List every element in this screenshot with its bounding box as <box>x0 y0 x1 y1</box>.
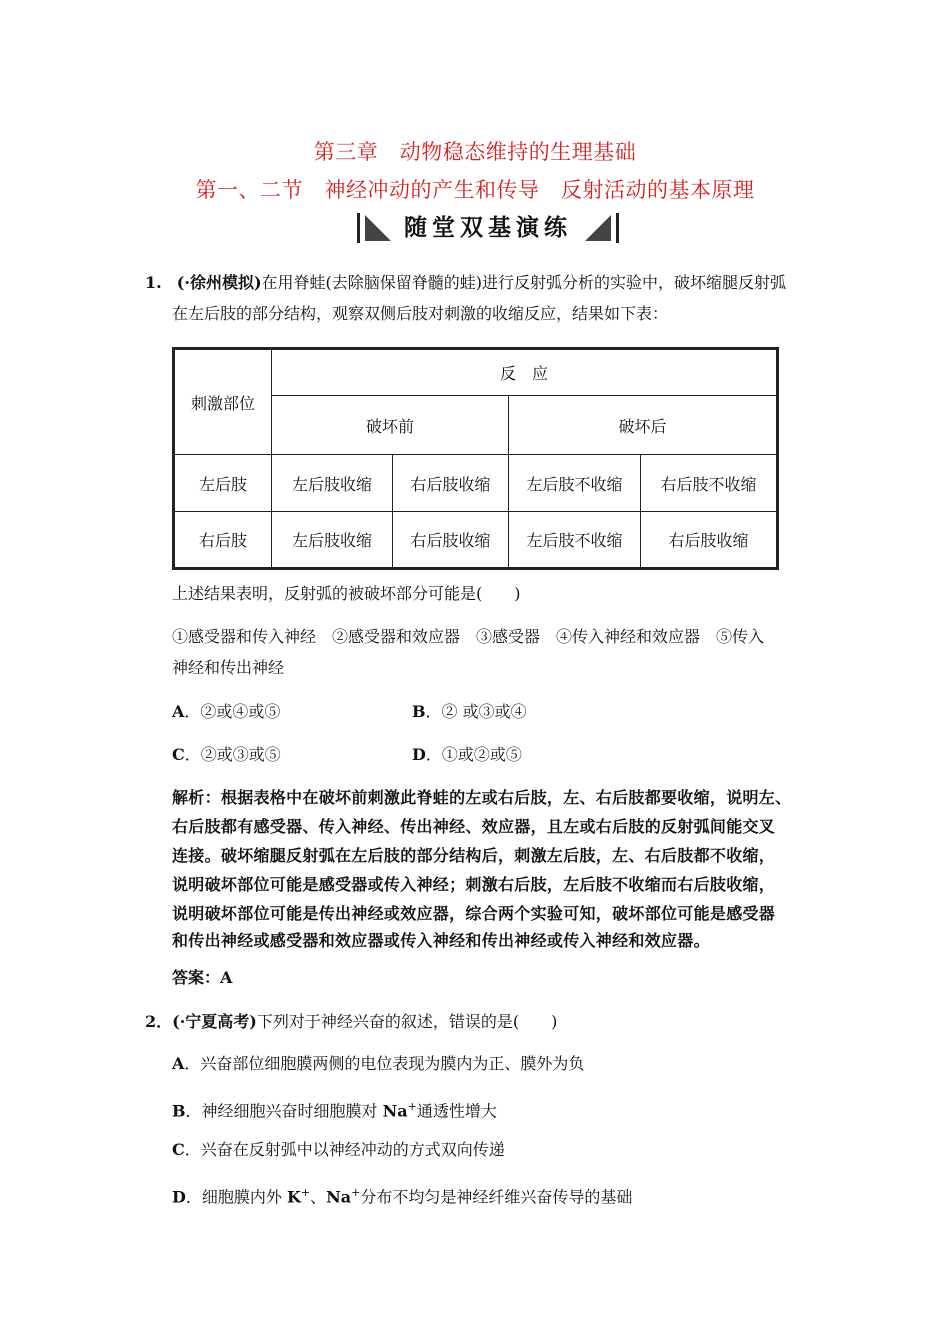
banner-text: 随堂双基演练 <box>404 215 572 241</box>
table-header-reaction: 反 应 <box>272 349 778 396</box>
question-1-number: 1. <box>145 273 162 292</box>
table-row <box>174 455 778 512</box>
table-cell: 左后肢 <box>174 455 272 512</box>
banner-left-bar <box>357 213 360 243</box>
question-2-number: 2． <box>145 1012 173 1031</box>
q2-option-c: C．兴奋在反射弧中以神经冲动的方式双向传递 <box>172 1140 505 1159</box>
table-cell: 左后肢不收缩 <box>509 455 641 512</box>
question-1-stem <box>145 273 786 293</box>
question-1-stem-line1: 在用脊蛙(去除脑保留脊髓的蛙)进行反射弧分析的实验中，破坏缩腿反射弧 <box>261 273 787 292</box>
table-header-after: 破坏后 <box>509 396 778 455</box>
practice-banner <box>357 213 619 243</box>
banner-left-triangle-icon <box>365 215 391 241</box>
banner-right-triangle-icon <box>585 215 611 241</box>
chapter-title: 第三章 动物稳态维持的生理基础 <box>313 140 637 164</box>
option-d: D．①或②或⑤ <box>412 745 522 764</box>
question-1-source: (·徐州模拟) <box>176 273 262 292</box>
table-cell: 左后肢收缩 <box>272 512 393 569</box>
table-cell: 右后肢收缩 <box>393 455 509 512</box>
table-header-stimulus: 刺激部位 <box>174 349 272 455</box>
option-a: A．②或④或⑤ <box>172 702 281 721</box>
q2-option-b: B．神经细胞兴奋时细胞膜对 Na+通透性增大 <box>172 1100 497 1121</box>
explanation-line: 解析：根据表格中在破坏前刺激此脊蛙的左或右后肢，左、右后肢都要收缩，说明左、 <box>172 788 792 807</box>
table-cell: 左后肢收缩 <box>272 455 393 512</box>
table-cell: 左后肢不收缩 <box>509 512 641 569</box>
question-2-source: (·宁夏高考) <box>172 1012 257 1031</box>
banner-right-bar <box>616 213 619 243</box>
explanation-line: 右后肢都有感受器、传入神经、传出神经、效应器，且左或右后肢的反射弧间能交叉 <box>172 817 776 836</box>
question-2-stem-text: 下列对于神经兴奋的叙述，错误的是( ) <box>256 1012 558 1031</box>
section-title: 第一、二节 神经冲动的产生和传导 反射活动的基本原理 <box>195 178 755 202</box>
table-cell: 右后肢不收缩 <box>641 455 778 512</box>
option-c: C．②或③或⑤ <box>172 745 281 764</box>
q2-option-a: A．兴奋部位细胞膜两侧的电位表现为膜内为正、膜外为负 <box>172 1054 585 1073</box>
question-1-items-line2: 神经和传出神经 <box>172 658 285 677</box>
table-cell: 右后肢收缩 <box>641 512 778 569</box>
explanation-line: 和传出神经或感受器和效应器或传入神经和传出神经或传入神经和效应器。 <box>172 931 710 950</box>
q2-option-d: D．细胞膜内外 K+、Na+分布不均匀是神经纤维兴奋传导的基础 <box>172 1186 633 1207</box>
question-2-stem <box>145 1012 557 1032</box>
explanation-line: 连接。破坏缩腿反射弧在左后肢的部分结构后，刺激左后肢，左、右后肢都不收缩， <box>172 846 776 865</box>
table-row <box>174 512 778 569</box>
results-table <box>172 347 779 570</box>
explanation-line: 说明破坏部位可能是感受器或传入神经；刺激右后肢，左后肢不收缩而右后肢收缩， <box>172 875 776 894</box>
question-1-conclusion: 上述结果表明，反射弧的被破坏部分可能是( ) <box>172 584 521 603</box>
table-cell: 右后肢收缩 <box>393 512 509 569</box>
option-b: B．② 或③或④ <box>412 702 527 721</box>
table-header-before: 破坏前 <box>272 396 509 455</box>
question-1-items-line1: ①感受器和传入神经 ②感受器和效应器 ③感受器 ④传入神经和效应器 ⑤传入 <box>172 627 765 646</box>
table-cell: 右后肢 <box>174 512 272 569</box>
question-1-answer: 答案：A <box>172 968 233 987</box>
question-1-stem-line2: 在左后肢的部分结构，观察双侧后肢对刺激的收缩反应，结果如下表： <box>172 304 669 323</box>
explanation-line: 说明破坏部位可能是传出神经或效应器，综合两个实验可知，破坏部位可能是感受器 <box>172 904 776 923</box>
